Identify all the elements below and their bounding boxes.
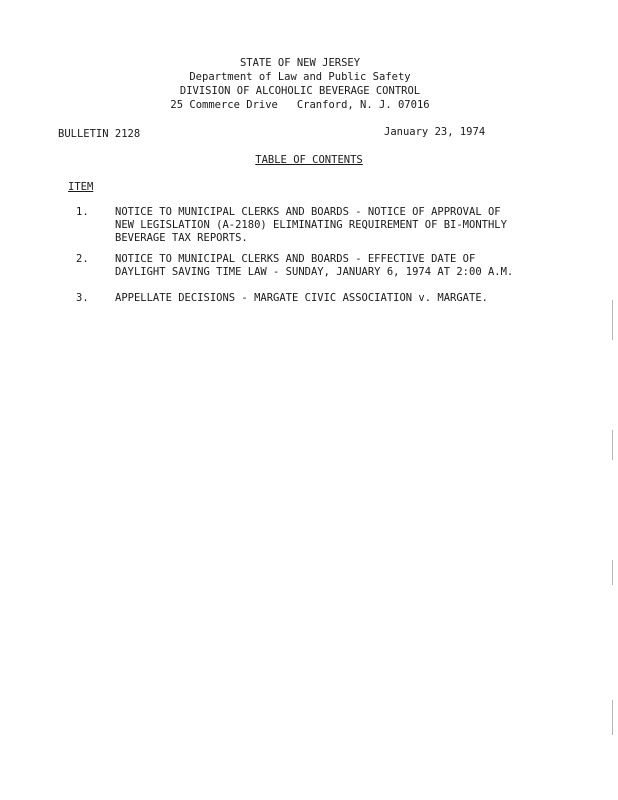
letterhead-state: STATE OF NEW JERSEY [239, 57, 361, 69]
toc-title-text: TABLE OF CONTENTS [255, 154, 363, 166]
letterhead-address: 25 Commerce Drive Cranford, N. J. 07016 [170, 99, 430, 111]
toc-entry-text [115, 206, 535, 245]
toc-entry-number: 1. [76, 206, 89, 218]
toc-entry-text [115, 253, 535, 279]
letterhead-department: Department of Law and Public Safety [189, 71, 411, 83]
toc-entry-number: 3. [76, 292, 89, 304]
scan-artifact [612, 430, 613, 460]
toc-entry-line: BEVERAGE TAX REPORTS. [115, 232, 248, 244]
toc-title [0, 154, 618, 166]
item-column-heading: ITEM [68, 181, 94, 193]
toc-entry-line: NEW LEGISLATION (A-2180) ELIMINATING REQUIREMENT OF BI-MONTHLY [115, 219, 507, 231]
toc-entry-line: APPELLATE DECISIONS - MARGATE CIVIC ASSOCIATION v. MARGATE. [115, 292, 488, 304]
toc-entry-line: NOTICE TO MUNICIPAL CLERKS AND BOARDS - EFFECTIVE DATE OF [115, 253, 476, 265]
bulletin-date: January 23, 1974 [384, 126, 486, 138]
toc-entry-line: DAYLIGHT SAVING TIME LAW - SUNDAY, JANUARY 6, 1974 AT 2:00 A.M. [115, 266, 514, 278]
bulletin-number: BULLETIN 2128 [58, 128, 141, 140]
toc-entry-number: 2. [76, 253, 89, 265]
letterhead-division: DIVISION OF ALCOHOLIC BEVERAGE CONTROL [179, 85, 421, 97]
scan-artifact [612, 560, 613, 585]
scan-artifact [612, 300, 613, 340]
toc-entry-text [115, 292, 535, 305]
scan-artifact [612, 700, 613, 735]
toc-entry-line: NOTICE TO MUNICIPAL CLERKS AND BOARDS - NOTICE OF APPROVAL OF [115, 206, 501, 218]
letterhead [150, 56, 450, 112]
